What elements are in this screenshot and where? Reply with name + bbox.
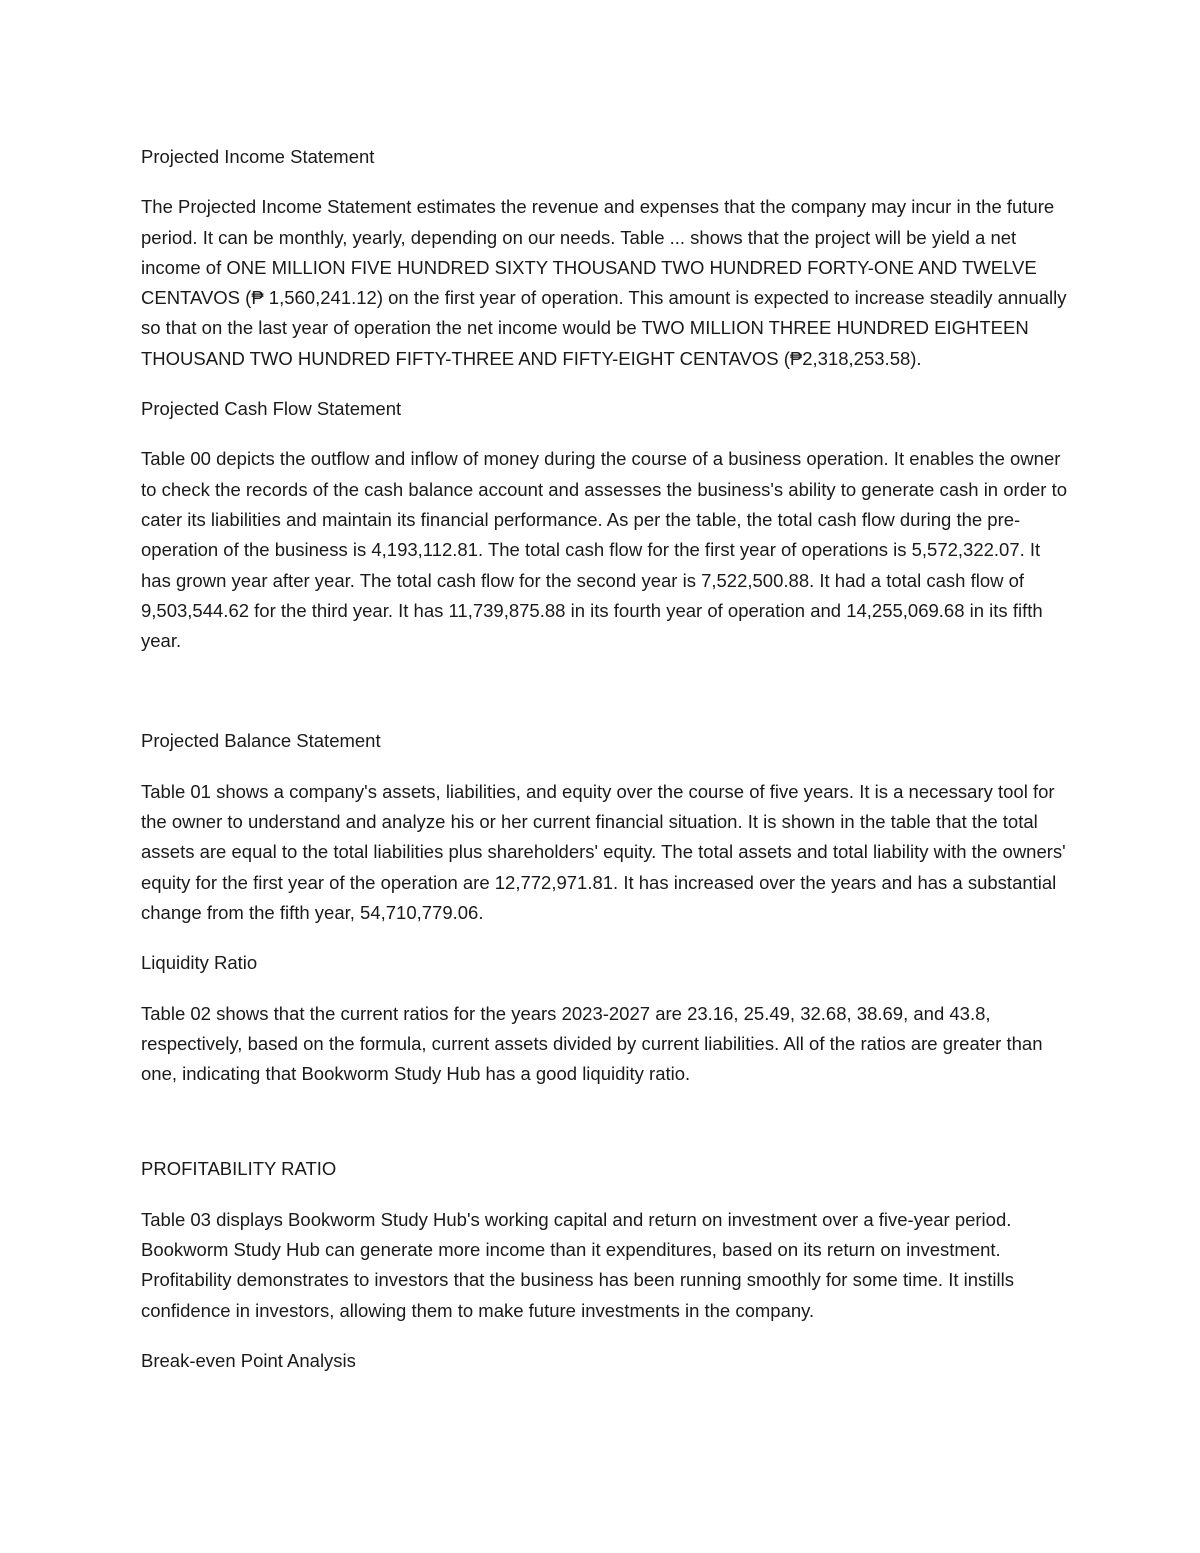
- blank-line: [141, 1109, 1071, 1154]
- paragraph-liquidity-ratio: Table 02 shows that the current ratios for the years 2023-2027 are 23.16, 25.49, 32.68, 38.69, and 43.8, respectively, based on the formula, current assets divided by current liabilities. All of the ratios are greater than one, indicating that Bookworm Study Hub has a good liquidity ratio.: [141, 1002, 1043, 1085]
- heading-liquidity-ratio: Liquidity Ratio: [141, 952, 258, 974]
- paragraph-profitability-ratio: Table 03 displays Bookworm Study Hub's working capital and return on investment over a five-year period. Bookworm Study Hub can generate more income than it expenditures, based on its return on investment. Profitability demonstrates to investors that the business has been running smoothly for some time. It instills confidence in investors, allowing them to make future investments in the company.: [141, 1208, 1014, 1321]
- blank-line: [141, 676, 1071, 726]
- paragraph-projected-cash-flow-statement: Table 00 depicts the outflow and inflow of money during the course of a business operation. It enables the owner to check the records of the cash balance account and assesses the business's ability to generate cash in order to cater its liabilities and maintain its financial performance. As per the table, the total cash flow during the pre-operation of the business is 4,193,112.81. The total cash flow for the first year of operations is 5,572,322.07. It has grown year after year. The total cash flow for the second year is 7,522,500.88. It had a total cash flow of 9,503,544.62 for the third year. It has 11,739,875.88 in its fourth year of operation and 14,255,069.68 in its fifth year.: [141, 448, 1067, 652]
- paragraph-projected-balance-statement: Table 01 shows a company's assets, liabilities, and equity over the course of five years. It is a necessary tool for the owner to understand and analyze his or her current financial situation. It is shown in the table that the total assets are equal to the total liabilities plus shareholders' equity. The total assets and total liability with the owners' equity for the first year of the operation are 12,772,971.81. It has increased over the years and has a substantial change from the fifth year, 54,710,779.06.: [141, 780, 1066, 923]
- heading-projected-balance-statement: Projected Balance Statement: [141, 730, 381, 752]
- heading-break-even-point-analysis: Break-even Point Analysis: [141, 1349, 356, 1371]
- heading-profitability-ratio: PROFITABILITY RATIO: [141, 1158, 337, 1180]
- heading-projected-cash-flow-statement: Projected Cash Flow Statement: [141, 398, 402, 420]
- heading-projected-income-statement: Projected Income Statement: [141, 146, 375, 167]
- paragraph-projected-income-statement: The Projected Income Statement estimates the revenue and expenses that the company may incur in the future period. It can be monthly, yearly, depending on our needs. Table ... shows that the project will be yield a net income of ONE MILLION FIVE HUNDRED SIXTY THOUSAND TWO HUNDRED FORTY-ONE AND TWELVE CENTAVOS (₱ 1,560,241.12) on the first year of operation. This amount is expected to increase steadily annually so that on the last year of operation the net income would be TWO MILLION THREE HUNDRED EIGHTEEN THOUSAND TWO HUNDRED FIFTY-THREE AND FIFTY-EIGHT CENTAVOS (₱2,318,253.58).: [141, 196, 1067, 369]
- document-content: [141, 142, 1071, 1396]
